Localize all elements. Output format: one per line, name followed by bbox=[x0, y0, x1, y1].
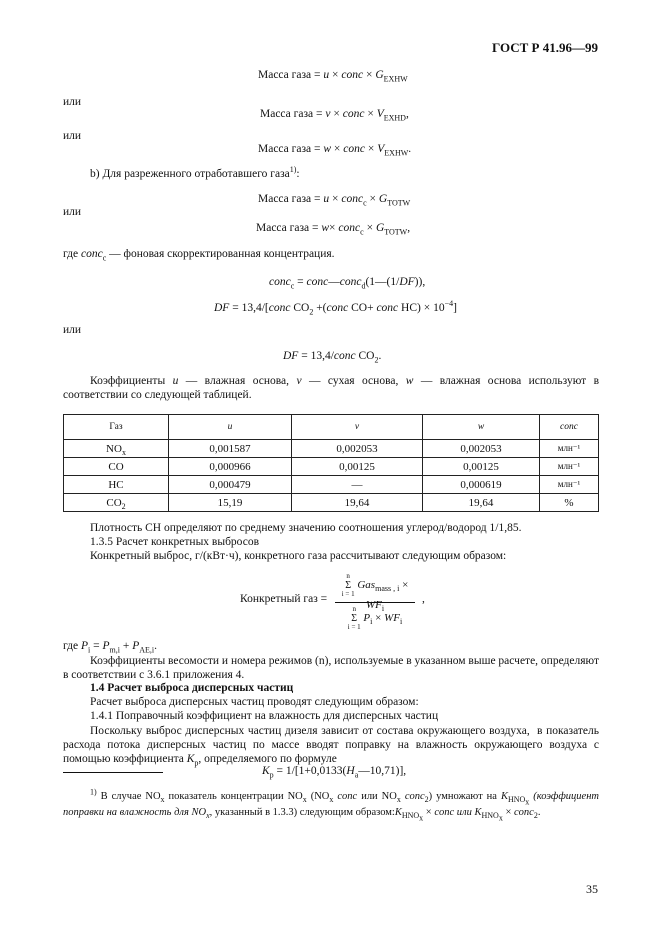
table-cell: 0,002053 bbox=[423, 440, 540, 458]
formula-mass-5: Масса газа = w× conc$_c$ × $G_{TOTW}$, bbox=[256, 222, 411, 237]
table-cell: млн⁻¹ bbox=[540, 476, 599, 494]
table-cell: HC bbox=[64, 476, 169, 494]
formula-mass-3: Масса газа = w × conc × $V_{EXHW}$. bbox=[258, 143, 412, 158]
table-cell: — bbox=[292, 476, 423, 494]
specific-gas-fraction bbox=[335, 572, 415, 632]
or-text-1: или bbox=[63, 96, 82, 108]
footnote: $^{1)}$ В случае $NO_x$ показатель концентрации $NO_x$ ($NO_x$ conc или $NO_x$ conc$_2$) умножают на $K_{HNO_x}$ (коэффициент поправки на влажность для $NO_x$, указанный в 1.3.3) следующим $образом:K_{HNO_x}$ × conc или $K_{HNO_x}$ × conc$_2$. bbox=[63, 787, 600, 823]
specific-emission-text: Конкретный выброс, г/(кВт·ч), конкретного газа рассчитывают следующим образом: bbox=[90, 550, 507, 562]
ch-density-text: Плотность СН определяют по среднему значению соотношения углерод/водород 1/1,85. bbox=[90, 522, 522, 534]
weight-coefficients-text: Коэффициенты весомости и номера режимов (n), используемые в указанном выше расчете, определяют в соответствии с 3.6.1 приложения 4. bbox=[63, 655, 599, 681]
sum-symbol: n Σ i = 1 bbox=[347, 605, 361, 631]
specific-gas-label: Конкретный газ = bbox=[240, 593, 328, 605]
table-cell: $CO_2$ bbox=[64, 494, 169, 512]
formula-df-2: DF = 13,4/conc $CO_2$. bbox=[283, 350, 382, 365]
header-gas: Газ bbox=[64, 415, 169, 440]
where-concc: где conc$_c$ — фоновая скорректированная концентрация. bbox=[63, 248, 335, 263]
table-cell: 0,002053 bbox=[292, 440, 423, 458]
table-cell: 0,00125 bbox=[292, 458, 423, 476]
header-v: v bbox=[292, 415, 423, 440]
table-cell: млн⁻¹ bbox=[540, 440, 599, 458]
coefficients-table bbox=[63, 414, 599, 512]
formula-comma: , bbox=[422, 593, 425, 605]
or-text-4: или bbox=[63, 324, 82, 336]
table-cell: % bbox=[540, 494, 599, 512]
table-cell: млн⁻¹ bbox=[540, 458, 599, 476]
table-cell: 19,64 bbox=[423, 494, 540, 512]
table-cell: CO bbox=[64, 458, 169, 476]
particles-calc-text: Расчет выброса дисперсных частиц проводят следующим образом: bbox=[90, 696, 419, 708]
formula-mass-2: Масса газа = v × conc × $V_{EXHD}$, bbox=[260, 108, 409, 123]
or-text-2: или bbox=[63, 130, 82, 142]
table-cell: 0,001587 bbox=[169, 440, 292, 458]
formula-mass-4: Масса газа = u × conc$_c$ × $G_{TOTW}$ bbox=[258, 193, 411, 208]
table-row bbox=[64, 440, 599, 458]
table-cell: $NO_x$ bbox=[64, 440, 169, 458]
footnote-separator bbox=[63, 772, 163, 773]
table-cell: 0,00125 bbox=[423, 458, 540, 476]
formula-kp: $K_p$ = $1/[1+0,0133(H_a—10,71)]$, bbox=[262, 765, 407, 780]
table-row bbox=[64, 458, 599, 476]
diesel-paragraph: Поскольку выброс дисперсных частиц дизеля зависит от состава окружающего воздуха, в показатель расхода потока дисперсных частиц по массе вводят поправку на влажность окружающего воздуха с помощью коэффициента $K_p$, определяемого по формуле bbox=[63, 725, 599, 768]
section-1-3-5-heading: 1.3.5 Расчет конкретных выбросов bbox=[90, 536, 259, 548]
formula-concc: conc$_c$ = conc—conc$_d$(1—(1/DF)), bbox=[269, 276, 426, 291]
header-conc: conc bbox=[540, 415, 599, 440]
table-cell: 0,000966 bbox=[169, 458, 292, 476]
document-number: ГОСТ Р 41.96—99 bbox=[492, 40, 598, 55]
section-b-heading: b) Для разреженного отработавшего газа$^{1)}$: bbox=[90, 165, 300, 180]
section-1-4-1-heading: 1.4.1 Поправочный коэффициент на влажность для дисперсных частиц bbox=[90, 710, 439, 722]
where-pi: где $P_i = P_{m,i} + P_{AE,i}$. bbox=[63, 640, 158, 655]
fraction-numerator: n Σ i = 1 $Gas_{mass , i} \times WF_i$ bbox=[341, 572, 409, 614]
table-cell: 19,64 bbox=[292, 494, 423, 512]
page-number: 35 bbox=[586, 882, 598, 896]
table-cell: 15,19 bbox=[169, 494, 292, 512]
formula-mass-1: Масса газа = u × conc × $G_{EXHW}$ bbox=[258, 69, 408, 84]
table-cell: 0,000619 bbox=[423, 476, 540, 494]
sum-symbol: n Σ i = 1 bbox=[341, 572, 355, 598]
formula-df: DF = 13,4/[conc $CO_2$ +(conc CO+ conc $HC) \times 10^{-4}$] bbox=[214, 299, 457, 317]
header-u: u bbox=[169, 415, 292, 440]
coeff-paragraph: Коэффициенты u — влажная основа, v — сухая основа, w — влажная основа используют в соответствии со следующей таблицей. bbox=[63, 375, 600, 401]
fraction-denominator: n Σ i = 1 $P_i \times WF_i$ bbox=[347, 605, 403, 631]
table-row bbox=[64, 494, 599, 512]
or-text-3: или bbox=[63, 206, 82, 218]
table-row bbox=[64, 476, 599, 494]
table-cell: 0,000479 bbox=[169, 476, 292, 494]
table-header-row bbox=[64, 415, 599, 440]
header-w: w bbox=[423, 415, 540, 440]
section-1-4-heading: 1.4 Расчет выброса дисперсных частиц bbox=[90, 682, 294, 694]
